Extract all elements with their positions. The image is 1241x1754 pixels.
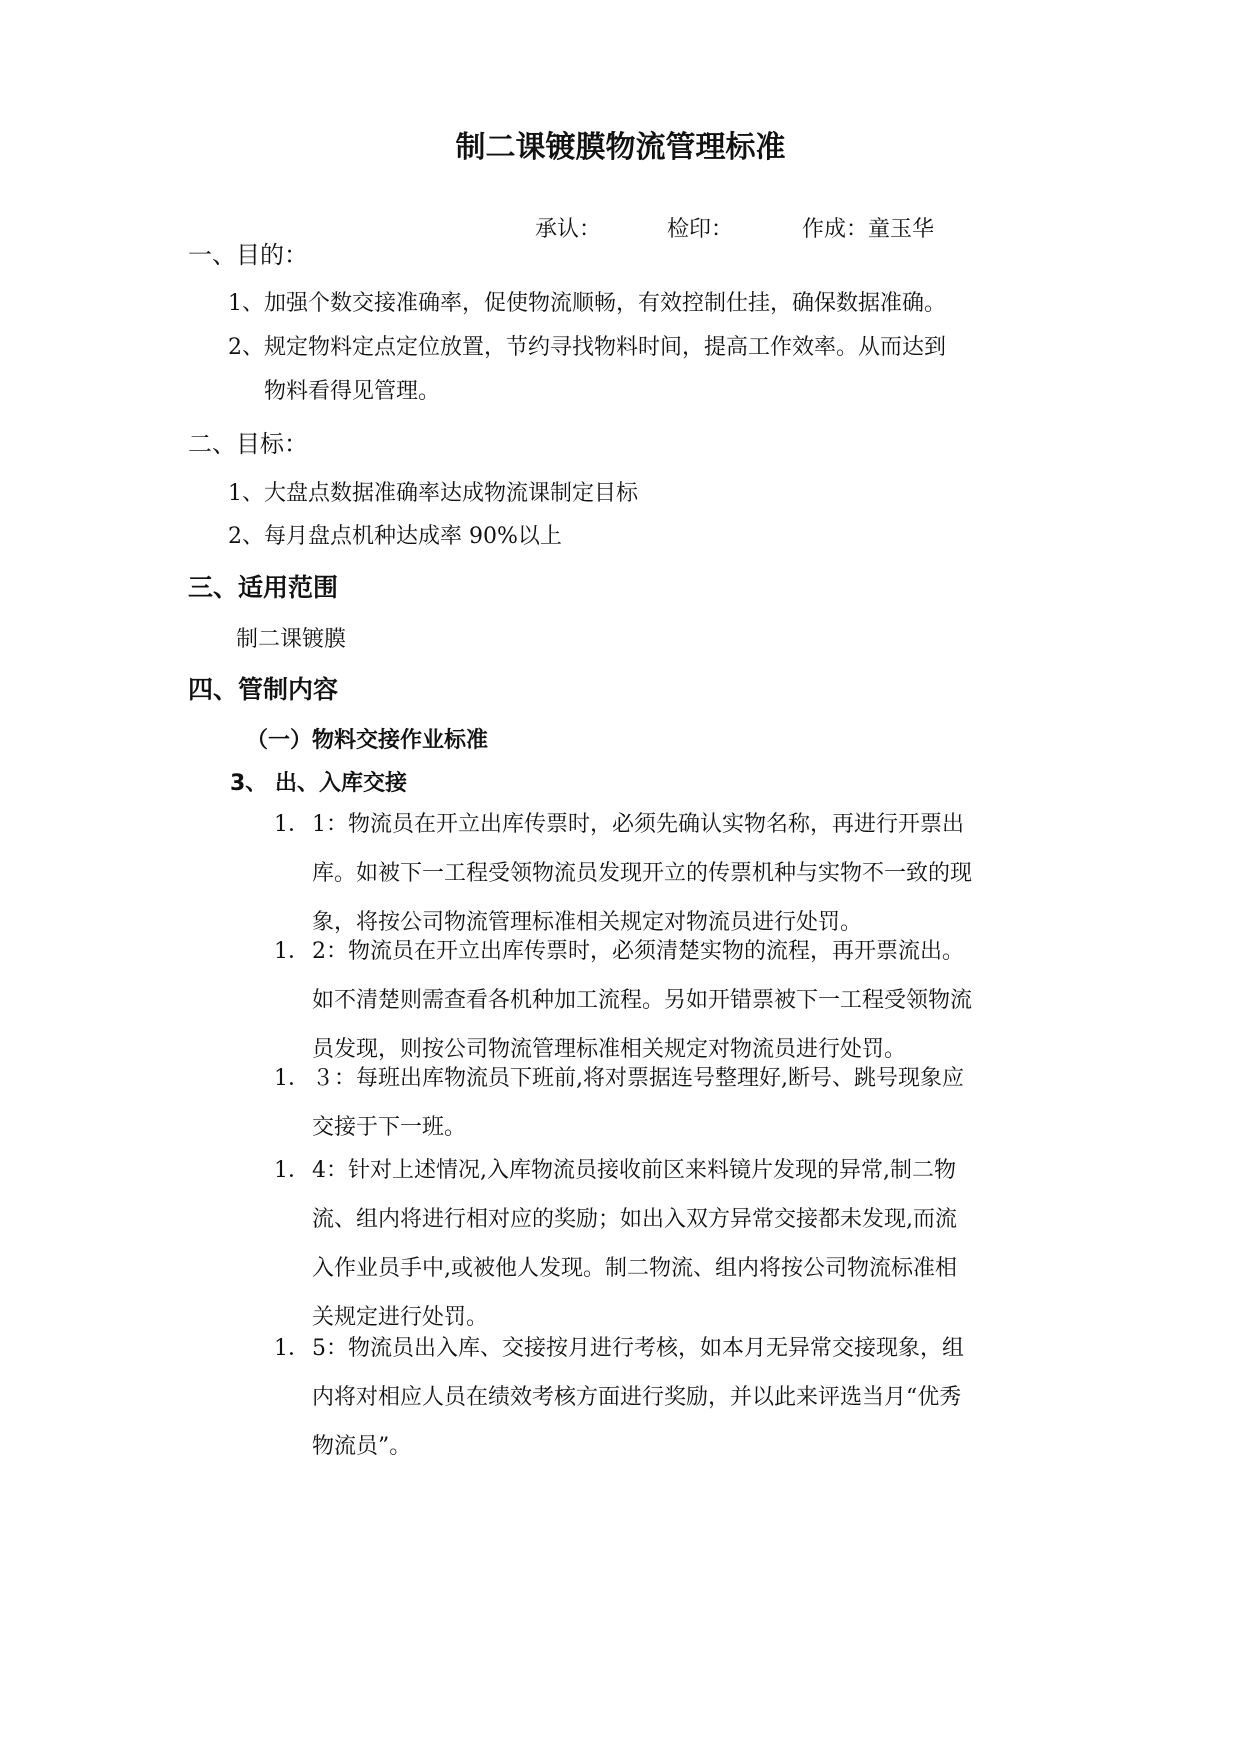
section-heading-control: 四、管制内容 (188, 675, 339, 704)
item-number: 1． (274, 939, 310, 964)
item-line: 1：物流员在开立出库传票时，必须先确认实物名称，再进行开票出 (312, 812, 964, 837)
item-line: 如不清楚则需查看各机种加工流程。另如开错票被下一工程受领物流 (312, 988, 973, 1013)
item-number: 1． (274, 1158, 310, 1183)
goal-item-2: 2、每月盘点机种达成率 90%以上 (228, 524, 562, 549)
control-item-5 (274, 1324, 1054, 1471)
item-line: 流、组内将进行相对应的奖励；如出入双方异常交接都未发现,而流 (312, 1207, 957, 1232)
control-item-1 (274, 800, 1054, 947)
control-item-4 (274, 1146, 1054, 1342)
item-line: 员发现，则按公司物流管理标准相关规定对物流员进行处罚。 (312, 1037, 907, 1062)
item-number: 1． (274, 812, 310, 837)
item-line: 内将对相应人员在绩效考核方面进行奖励，并以此来评选当月“优秀 (312, 1385, 962, 1410)
purpose-item-2-cont: 物料看得见管理。 (264, 379, 441, 404)
item-line: 象，将按公司物流管理标准相关规定对物流员进行处罚。 (312, 910, 863, 935)
section-heading-goals: 二、目标： (188, 430, 308, 458)
item-number: 1． (274, 1336, 310, 1361)
subsection-heading: （一）物料交接作业标准 (246, 728, 489, 753)
item-line: 交接于下一班。 (312, 1115, 467, 1140)
section-heading-scope: 三、适用范围 (188, 573, 339, 602)
item-line: 2：物流员在开立出库传票时，必须清楚实物的流程，再开票流出。 (312, 939, 964, 964)
item-line: ３：每班出库物流员下班前,将对票据连号整理好,断号、跳号现象应 (312, 1066, 964, 1091)
item-line: 关规定进行处罚。 (312, 1305, 489, 1330)
purpose-item-2: 2、规定物料定点定位放置，节约寻找物料时间，提高工作效率。从而达到 (228, 335, 946, 360)
purpose-item-1: 1、加强个数交接准确率，促使物流顺畅，有效控制仕挂，确保数据准确。 (228, 291, 946, 316)
item-line: 库。如被下一工程受领物流员发现开立的传票机种与实物不一致的现 (312, 861, 973, 886)
approve-label: 承认： (535, 217, 602, 242)
control-item-2 (274, 927, 1054, 1074)
item-line: 入作业员手中,或被他人发现。制二物流、组内将按公司物流标准相 (312, 1256, 957, 1281)
goal-item-1: 1、大盘点数据准确率达成物流课制定目标 (228, 481, 638, 506)
scope-text: 制二课镀膜 (236, 627, 347, 652)
control-item-3 (274, 1054, 1054, 1152)
item-line: 5：物流员出入库、交接按月进行考核，如本月无异常交接现象，组 (312, 1336, 964, 1361)
document-title: 制二课镀膜物流管理标准 (455, 130, 786, 165)
section-heading-purpose: 一、目的： (188, 241, 308, 269)
author-label: 作成：童玉华 (802, 217, 935, 242)
inspect-label: 检印： (667, 217, 734, 242)
item-line: 4：针对上述情况,入库物流员接收前区来料镜片发现的异常,制二物 (312, 1158, 956, 1183)
item-number: 1． (274, 1066, 310, 1091)
subsubsection-heading: 3、 出、入库交接 (230, 771, 407, 796)
item-line: 物流员”。 (312, 1434, 412, 1459)
